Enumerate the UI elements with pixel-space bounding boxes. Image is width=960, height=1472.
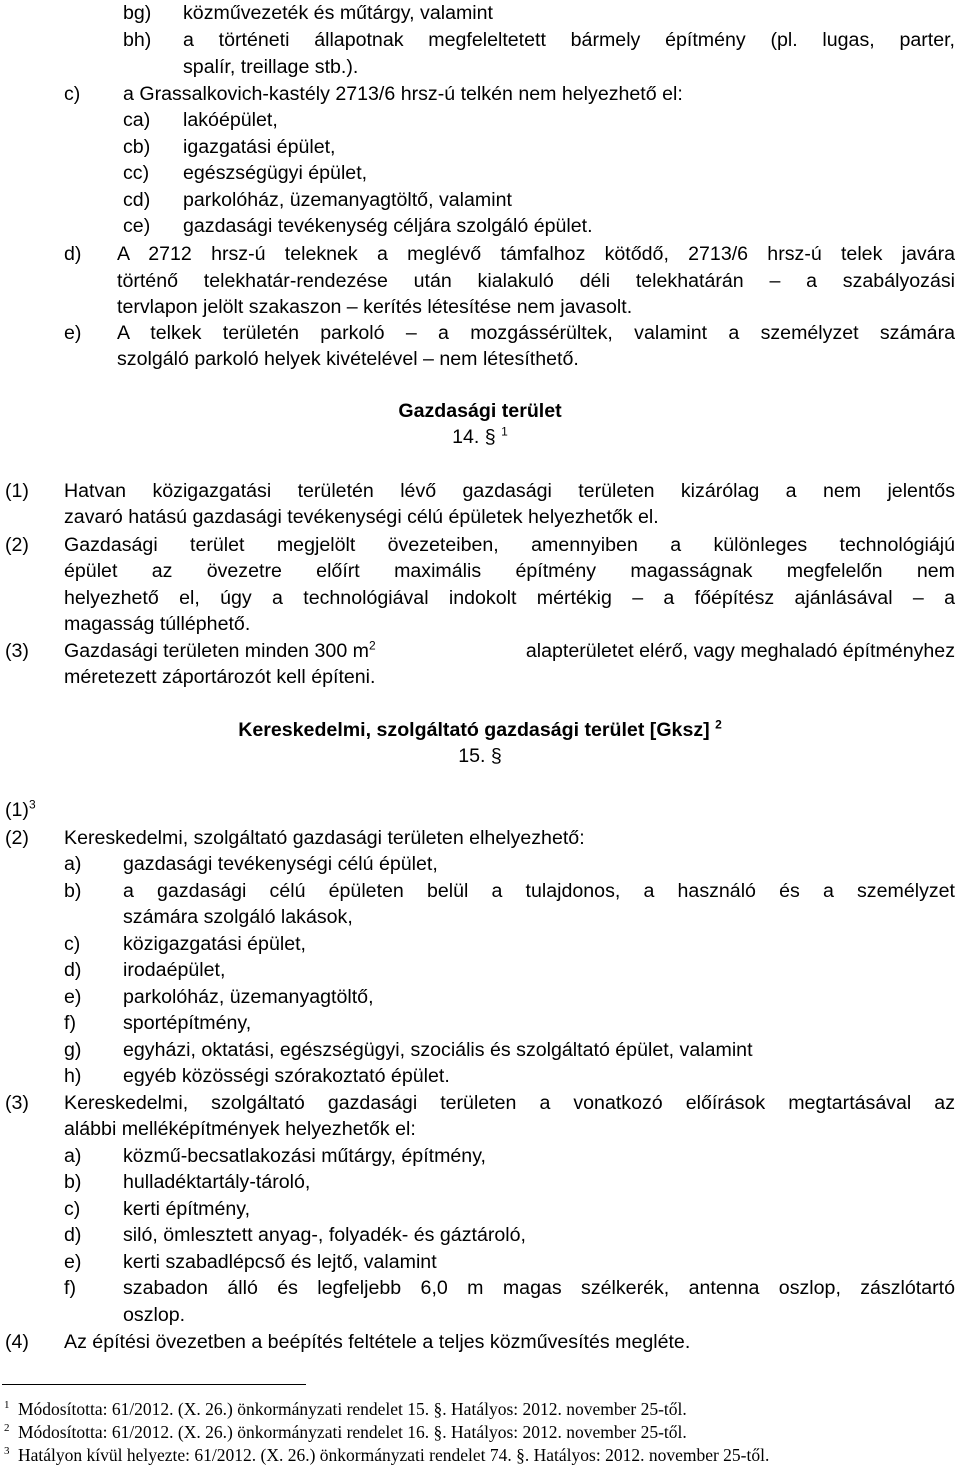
item-label: b) bbox=[64, 1171, 82, 1193]
paragraph-text: Gazdasági területen minden 300 $m^2$ bbox=[64, 638, 376, 662]
item-label: cb) bbox=[123, 136, 151, 158]
list-item bbox=[0, 187, 960, 213]
list-item bbox=[0, 851, 960, 877]
item-text: közművezeték és műtárgy, valamint bbox=[183, 2, 493, 24]
list-item bbox=[0, 213, 960, 239]
item-label: e) bbox=[64, 986, 82, 1008]
list-item bbox=[0, 27, 960, 53]
item-text: gazdasági tevékenység céljára szolgáló épület. bbox=[183, 215, 593, 237]
footnote bbox=[0, 1421, 960, 1443]
item-text: szabadon álló és legfeljebb 6,0 m magas szélkerék, antenna oszlop, zászlótartó bbox=[123, 1277, 955, 1299]
list-item bbox=[0, 878, 960, 904]
paragraph-text-after: alapterületet elérő, vagy meghaladó építményhez bbox=[525, 640, 955, 662]
footnote bbox=[0, 1398, 960, 1420]
item-text: kerti építmény, bbox=[123, 1198, 251, 1220]
item-label: a) bbox=[64, 853, 82, 875]
list-item bbox=[0, 1063, 960, 1089]
footnote-ref: 2 bbox=[715, 717, 722, 732]
item-label: g) bbox=[64, 1039, 82, 1061]
paragraph-text: Kereskedelmi, szolgáltató gazdasági területen a vonatkozó előírások megtartásával az bbox=[64, 1092, 955, 1114]
item-text: A telkek területén parkoló – a mozgássérültek, valamint a személyzet számára bbox=[117, 322, 955, 344]
paragraph-text: épület az övezetre előírt maximális építmény magasságnak megfelelőn nem bbox=[64, 560, 955, 582]
item-label: e) bbox=[64, 322, 82, 344]
item-text: igazgatási épület, bbox=[183, 136, 336, 158]
list-item bbox=[0, 904, 960, 930]
list-item bbox=[0, 346, 960, 372]
item-text: szolgáló parkoló helyek kivételével – nem létesíthető. bbox=[117, 348, 579, 370]
item-label: bh) bbox=[123, 29, 152, 51]
paragraph-label: (1) bbox=[5, 480, 29, 502]
item-label: b) bbox=[64, 880, 82, 902]
list-item bbox=[0, 1249, 960, 1275]
list-item bbox=[0, 107, 960, 133]
item-text: a történeti állapotnak megfeleltetett bármely építmény (pl. lugas, parter, bbox=[183, 29, 955, 51]
section-title: Kereskedelmi, szolgáltató gazdasági terület [Gksz] bbox=[238, 719, 710, 741]
item-label: a) bbox=[64, 1145, 82, 1167]
item-text: kerti szabadlépcső és lejtő, valamint bbox=[123, 1251, 437, 1273]
footnote-text: Módosította: 61/2012. (X. 26.) önkormányzati rendelet 16. §. Hatályos: 2012. november 25-től. bbox=[18, 1422, 687, 1442]
list-item bbox=[0, 320, 960, 346]
paragraph-line bbox=[0, 478, 960, 504]
paragraph-line bbox=[0, 532, 960, 558]
item-text: lakóépület, bbox=[183, 109, 278, 131]
paragraph-label: (3) bbox=[5, 1092, 29, 1114]
item-text: a gazdasági célú épületen belül a tulajdonos, a használó és a személyzet bbox=[123, 880, 955, 902]
section-number-text: 14. § bbox=[452, 426, 496, 448]
item-text: közmű-becsatlakozási műtárgy, építmény, bbox=[123, 1145, 486, 1167]
superscript: 2 bbox=[368, 638, 376, 653]
paragraph-label: (2) bbox=[5, 534, 29, 556]
footnote bbox=[0, 1444, 960, 1466]
list-item bbox=[0, 931, 960, 957]
item-label: ce) bbox=[123, 215, 151, 237]
paragraph-label: (4) bbox=[5, 1331, 29, 1353]
footnote-text: Hatályon kívül helyezte: 61/2012. (X. 26.) önkormányzati rendelet 74. §. Hatályos: 2012. november 25-től. bbox=[18, 1445, 770, 1465]
item-label: c) bbox=[64, 83, 81, 105]
item-text: egészségügyi épület, bbox=[183, 162, 368, 184]
paragraph-line bbox=[0, 1090, 960, 1116]
list-item bbox=[0, 54, 960, 80]
footnote-text: Módosította: 61/2012. (X. 26.) önkormányzati rendelet 15. §. Hatályos: 2012. november 25-től. bbox=[18, 1399, 687, 1419]
list-item bbox=[0, 1302, 960, 1328]
list-item bbox=[0, 294, 960, 320]
item-text: egyházi, oktatási, egészségügyi, szociális és szolgáltató épület, valamint bbox=[123, 1039, 753, 1061]
paragraph-text: méretezett záportározót kell építeni. bbox=[64, 666, 376, 688]
paragraph-label: (1) bbox=[5, 799, 29, 821]
list-item bbox=[0, 81, 960, 107]
list-item bbox=[0, 268, 960, 294]
list-item bbox=[0, 1275, 960, 1301]
list-item bbox=[0, 957, 960, 983]
paragraph-text: magasság túlléphető. bbox=[64, 613, 251, 635]
paragraph-line bbox=[0, 797, 960, 823]
item-text: egyéb közösségi szórakoztató épület. bbox=[123, 1065, 450, 1087]
paragraph-text: zavaró hatású gazdasági tevékenységi célú épületek helyezhetők el. bbox=[64, 506, 659, 528]
paragraph-line bbox=[0, 825, 960, 851]
section-heading bbox=[0, 717, 960, 743]
list-item bbox=[0, 1010, 960, 1036]
item-label: f) bbox=[64, 1012, 76, 1034]
item-text: parkolóház, üzemanyagtöltő, valamint bbox=[183, 189, 512, 211]
list-item bbox=[0, 160, 960, 186]
section-number-text: 15. § bbox=[458, 745, 502, 767]
paragraph-line bbox=[0, 558, 960, 584]
item-text: parkolóház, üzemanyagtöltő, bbox=[123, 986, 374, 1008]
footnote-ref: 3 bbox=[28, 797, 36, 812]
item-label: c) bbox=[64, 933, 81, 955]
item-label: ca) bbox=[123, 109, 151, 131]
paragraph-line bbox=[0, 638, 960, 664]
item-text: számára szolgáló lakások, bbox=[123, 906, 353, 928]
item-text: irodaépület, bbox=[123, 959, 226, 981]
paragraph-text: Az építési övezetben a beépítés feltétele a teljes közművesítés megléte. bbox=[64, 1331, 691, 1353]
paragraph-label: (3) bbox=[5, 640, 29, 662]
paragraph-line bbox=[0, 1116, 960, 1142]
paragraph-line bbox=[0, 611, 960, 637]
item-text: spalír, treillage stb.). bbox=[183, 56, 359, 78]
item-label: d) bbox=[64, 243, 82, 265]
paragraph-text: Kereskedelmi, szolgáltató gazdasági területen elhelyezhető: bbox=[64, 827, 585, 849]
item-label: bg) bbox=[123, 2, 152, 24]
section-title: Gazdasági terület bbox=[398, 400, 562, 422]
list-item bbox=[0, 241, 960, 267]
item-text: történő telekhatár-rendezése után kialakuló déli telekhatárán – a szabályozási bbox=[117, 270, 955, 292]
paragraph-text: Hatvan közigazgatási területén lévő gazdasági területen kizárólag a nem jelentős bbox=[64, 480, 955, 502]
item-label: cc) bbox=[123, 162, 150, 184]
item-text: oszlop. bbox=[123, 1304, 186, 1326]
section-number bbox=[0, 424, 960, 450]
list-item bbox=[0, 1196, 960, 1222]
item-label: d) bbox=[64, 959, 82, 981]
item-label: e) bbox=[64, 1251, 82, 1273]
item-text: gazdasági tevékenységi célú épület, bbox=[123, 853, 438, 875]
item-label: cd) bbox=[123, 189, 151, 211]
paragraph-line bbox=[0, 585, 960, 611]
list-item bbox=[0, 1037, 960, 1063]
footnote-mark: 2 bbox=[4, 1422, 10, 1434]
item-label: c) bbox=[64, 1198, 81, 1220]
paragraph-text: alábbi melléképítmények helyezhetők el: bbox=[64, 1118, 416, 1140]
paragraph-line bbox=[0, 1329, 960, 1355]
item-label: f) bbox=[64, 1277, 76, 1299]
footnote-mark: 1 bbox=[4, 1399, 10, 1411]
list-item bbox=[0, 1222, 960, 1248]
list-item bbox=[0, 1169, 960, 1195]
paragraph-line bbox=[0, 664, 960, 690]
item-label: d) bbox=[64, 1224, 82, 1246]
item-text: A 2712 hrsz-ú teleknek a meglévő támfalhoz kötődő, 2713/6 hrsz-ú telek javára bbox=[117, 243, 955, 265]
list-item bbox=[0, 0, 960, 26]
item-text: tervlapon jelölt szakaszon – kerítés létesítése nem javasolt. bbox=[117, 296, 633, 318]
item-label: h) bbox=[64, 1065, 82, 1087]
footnote-separator bbox=[2, 1384, 306, 1385]
footnote-mark: 3 bbox=[4, 1445, 10, 1457]
paragraph-text: Gazdasági terület megjelölt övezeteiben, amennyiben a különleges technológiájú bbox=[64, 534, 955, 556]
section-heading bbox=[0, 398, 960, 424]
list-item bbox=[0, 1143, 960, 1169]
list-item bbox=[0, 984, 960, 1010]
item-text: hulladéktartály-tároló, bbox=[123, 1171, 311, 1193]
paragraph-line bbox=[0, 504, 960, 530]
item-text: sportépítmény, bbox=[123, 1012, 252, 1034]
item-text: a Grassalkovich-kastély 2713/6 hrsz-ú telkén nem helyezhető el: bbox=[123, 83, 683, 105]
paragraph-label: (2) bbox=[5, 827, 29, 849]
footnote-ref: 1 bbox=[501, 424, 508, 439]
paragraph-text: helyezhető el, úgy a technológiával indokolt mértékig – a főépítész ajánlásával – a bbox=[64, 587, 955, 609]
section-number bbox=[0, 743, 960, 769]
item-text: siló, ömlesztett anyag-, folyadék- és gáztároló, bbox=[123, 1224, 526, 1246]
list-item bbox=[0, 134, 960, 160]
item-text: közigazgatási épület, bbox=[123, 933, 306, 955]
